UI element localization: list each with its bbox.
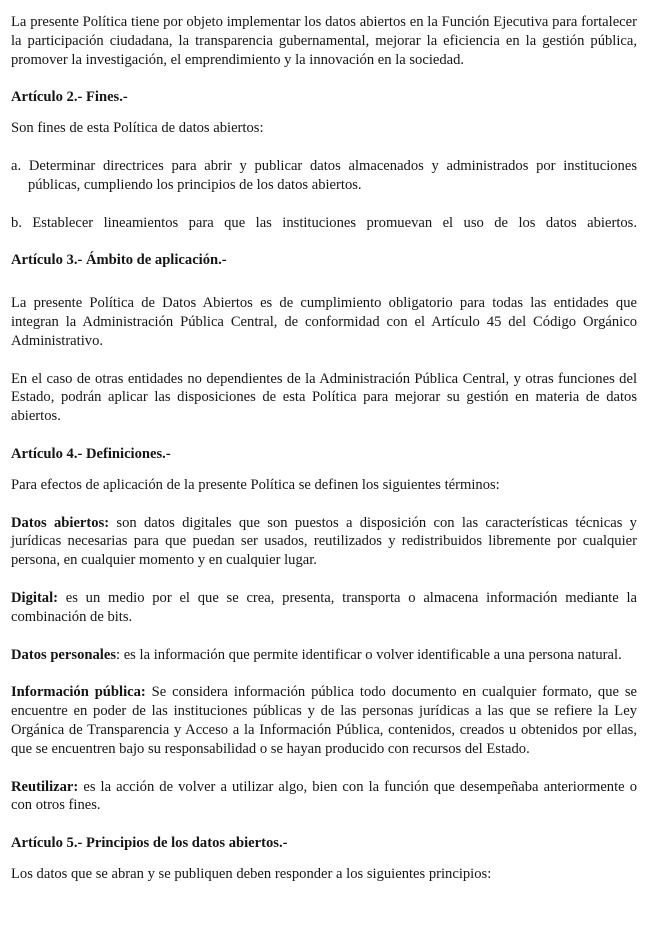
articulo-2-heading: Artículo 2.- Fines.- <box>11 89 128 106</box>
definition-datos-abiertos-text: son datos digitales que son puestos a disposición con las características técnicas y jurídicas necesarias para que puedan ser usados, reutilizados y redistribuidos libremente por cualquier persona, en cualquier momento y en cualquier lugar. <box>11 514 637 569</box>
definition-digital-term: Digital: <box>11 589 59 606</box>
principios-lead: Los datos que se abran y se publiquen deben responder a los siguientes principios: <box>11 865 492 882</box>
fines-lead: Son fines de esta Política de datos abiertos: <box>11 120 264 137</box>
definition-datos-abiertos <box>11 514 637 570</box>
definition-datos-personales-term: Datos personales <box>11 646 116 663</box>
ambito-paragraph-1: La presente Política de Datos Abiertos es de cumplimiento obligatorio para todas las entidades que integran la Administración Pública Central, de conformidad con el Artículo 45 del Código Orgánico Administrativo. <box>11 295 637 349</box>
articulo-5-heading: Artículo 5.- Principios de los datos abiertos.- <box>11 835 288 852</box>
definition-informacion-publica-text: Se considera información pública todo documento en cualquier formato, que se encuentre en poder de las instituciones públicas y de las personas jurídicas a las que se refiere la Ley Orgánica de Transparencia y Acceso a la Información Pública, contenidos, creados u obtenidos por ellas, que se encuentren bajo su responsabilidad o se hayan producido con recursos del Estado. <box>11 684 637 757</box>
fines-item-a <box>11 157 637 195</box>
articulo-4-heading: Artículo 4.- Definiciones.- <box>11 445 171 462</box>
definition-digital <box>11 589 637 627</box>
definition-reutilizar-term: Reutilizar: <box>11 778 79 795</box>
definition-datos-abiertos-term: Datos abiertos: <box>11 514 110 531</box>
definiciones-lead: Para efectos de aplicación de la presente Política se definen los siguientes términos: <box>11 476 500 493</box>
fines-item-b-label: b. <box>11 214 22 231</box>
definition-datos-personales <box>11 646 637 665</box>
fines-item-a-text: Determinar directrices para abrir y publicar datos almacenados y administrados por instituciones públicas, cumpliendo los principios de los datos abiertos. <box>28 157 637 193</box>
definition-informacion-publica-term: Información pública: <box>11 684 146 701</box>
definition-datos-personales-text: : es la información que permite identificar o volver identificable a una persona natural. <box>116 646 622 663</box>
intro-paragraph: La presente Política tiene por objeto implementar los datos abiertos en la Función Ejecutiva para fortalecer la participación ciudadana, la transparencia gubernamental, mejorar la eficiencia en la gestión pública, promover la investigación, el emprendimiento y la innovación en la sociedad. <box>11 14 637 68</box>
articulo-3-heading: Artículo 3.- Ámbito de aplicación.- <box>11 252 227 269</box>
ambito-paragraph-2: En el caso de otras entidades no dependientes de la Administración Pública Central, y otras funciones del Estado, podrán aplicar las disposiciones de esta Política para mejorar su gestión en materia de datos abiertos. <box>11 370 637 425</box>
definition-reutilizar <box>11 778 637 816</box>
fines-item-b <box>11 214 637 233</box>
fines-item-a-label: a. <box>11 157 22 174</box>
definition-informacion-publica <box>11 683 637 758</box>
definition-digital-text: es un medio por el que se crea, presenta, transporta o almacena información mediante la combinación de bits. <box>11 589 637 625</box>
definition-reutilizar-text: es la acción de volver a utilizar algo, bien con la función que desempeñaba anteriormente o con otros fines. <box>11 778 637 814</box>
fines-item-b-text: Establecer lineamientos para que las instituciones promuevan el uso de los datos abiertos. <box>32 214 637 231</box>
